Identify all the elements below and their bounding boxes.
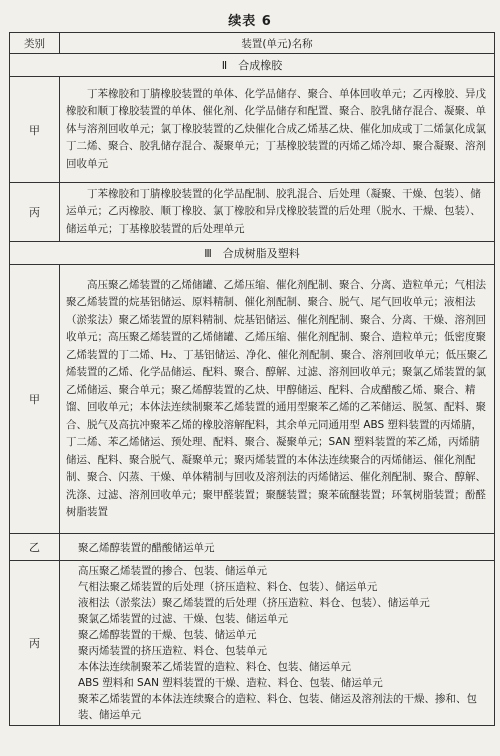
unit-description: 聚乙烯醇装置的醋酸储运单元 [60,534,495,561]
table-row [10,183,495,242]
list-item: 气相法聚乙烯装置的后处理（挤压造粒、料仓、包装）、储运单元 [78,581,378,593]
category-cell: 丙 [10,561,60,726]
header-unit-name: 装置(单元)名称 [60,33,495,54]
section-heading-row [10,54,495,77]
header-category: 类别 [10,33,60,54]
unit-description: 丁苯橡胶和丁腈橡胶装置的化学品配制、胶乳混合、后处理（凝聚、干燥、包装）、储运单元；乙丙橡胶、顺丁橡胶、氯丁橡胶和异戊橡胶装置的后处理（脱水、干燥、包装）、储运单元；丁基橡胶装置的后处理单元 [60,183,495,242]
table-row [10,534,495,561]
section-heading-row [10,242,495,265]
unit-description-list [60,561,495,726]
category-cell: 丙 [10,183,60,242]
table-title: 续表 6 [228,14,272,29]
list-item: ABS 塑料和 SAN 塑料装置的干燥、造粒、料仓、包装、储运单元 [78,677,383,689]
unit-description: 高压聚乙烯装置的乙烯储罐、乙烯压缩、催化剂配制、聚合、分离、造粒单元；气相法聚乙烯装置的烷基铝储运、原料精制、催化剂配制、聚合、脱气、尾气回收单元；液相法（淤浆法）聚乙烯装置的原料精制、烷基铝储运、催化剂配制、聚合、分离、干燥、溶剂回收单元；高压聚乙烯装置的乙烯储罐、乙烯压缩、催化剂配制、聚合、造粒单元；低密度聚乙烯装置的丁二烯、H₂、丁基铝储运、净化、催化剂配制、聚合、溶剂回收单元；低压聚乙烯装置的乙烯、化学品储运、配料、聚合、醇解、过滤、溶剂回收单元；聚氯乙烯装置的氯乙烯储运、聚合单元；聚乙烯醇装置的乙炔、甲醇储运、配料、合成醋酸乙烯、聚合、精馏、回收单元；本体法连续制聚苯乙烯装置的通用型聚苯乙烯的乙苯储运、脱氢、配料、聚合、脱气及高抗冲聚苯乙烯的橡胶溶解配料，其余单元同通用型 ABS 塑料装置的丙烯腈，丁二烯、苯乙烯储运、预处理、配料、聚合、凝聚单元；SAN 塑料装置的苯乙烯，丙烯腈储运、配料、聚合脱气、凝聚单元；聚丙烯装置的本体法连续聚合的丙烯储运、催化剂配制、聚合、闪蒸、干燥、单体精制与回收及溶剂法的丙烯储运、催化剂配制、聚合、醇解、洗涤、过滤、溶剂回收单元；聚甲醛装置；聚醚装置；聚苯硫醚装置；环氧树脂装置；酚醛树脂装置 [60,265,495,534]
classification-table [9,32,495,726]
list-item: 聚丙烯装置的挤压造粒、料仓、包装单元 [78,645,267,657]
section-heading-resin: Ⅲ 合成树脂及塑料 [10,242,495,265]
list-item: 本体法连续制聚苯乙烯装置的造粒、料仓、包装、储运单元 [78,661,351,673]
list-item: 高压聚乙烯装置的掺合、包装、储运单元 [78,565,267,577]
unit-description: 丁苯橡胶和丁腈橡胶装置的单体、化学品储存、聚合、单体回收单元；乙丙橡胶、异戊橡胶和顺丁橡胶装置的单体、催化剂、化学品储存和配置、聚合、胶乳储存混合、凝聚、单体与溶剂回收单元；氯丁橡胶装置的乙炔催化合成乙烯基乙炔、催化加成或丁二烯氯化成氯丁二烯、聚合、胶乳储存混合、凝聚单元；丁基橡胶装置的丙烯乙烯冷却、聚合凝聚、溶剂回收单元 [60,77,495,183]
category-cell: 甲 [10,265,60,534]
section-heading-rubber: Ⅱ 合成橡胶 [10,54,495,77]
table-row [10,77,495,183]
category-cell: 甲 [10,77,60,183]
list-item: 聚苯乙烯装置的本体法连续聚合的造粒、料仓、包装、储运及溶剂法的干燥、掺和、包装、储运单元 [78,693,477,721]
list-item: 聚乙烯醇装置的干燥、包装、储运单元 [78,629,257,641]
table-header-row [10,33,495,54]
table-row [10,265,495,534]
list-item: 聚氯乙烯装置的过滤、干燥、包装、储运单元 [78,613,288,625]
category-cell: 乙 [10,534,60,561]
list-item: 液相法（淤浆法）聚乙烯装置的后处理（挤压造粒、料仓、包装）、储运单元 [78,597,430,609]
table-row [10,561,495,726]
